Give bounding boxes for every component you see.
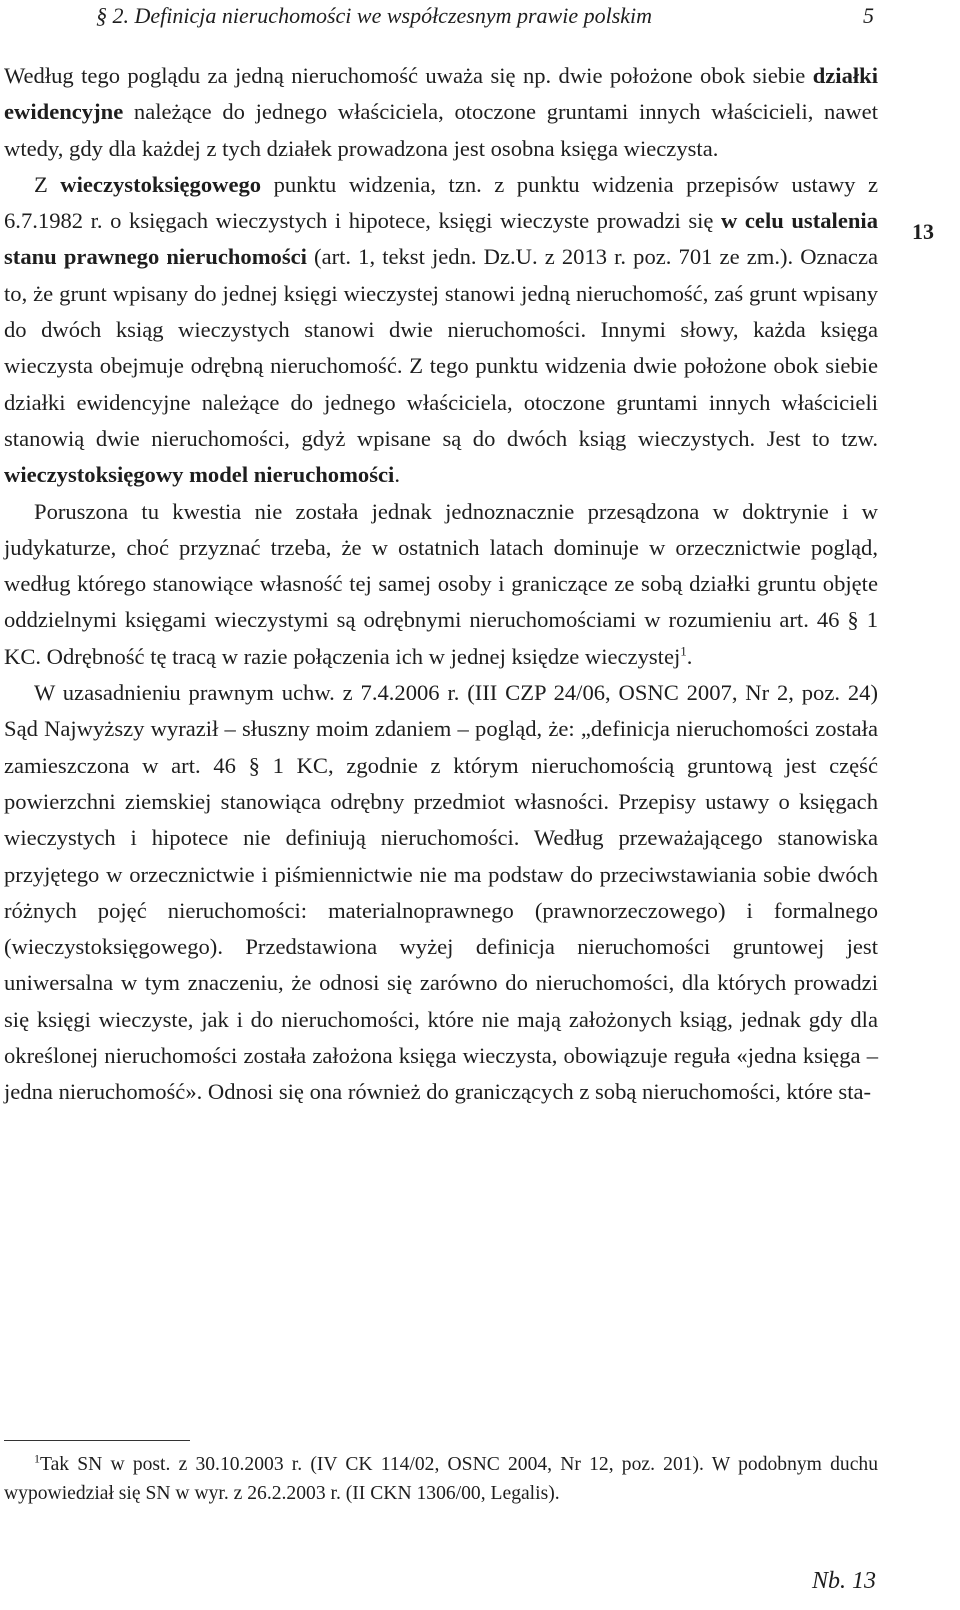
header-title: § 2. Definicja nieruchomości we współczesnym prawie polskim — [96, 3, 653, 28]
margin-number: 13 — [912, 219, 934, 244]
text-run: Poruszona tu kwestia nie została jednak jednoznacznie przesądzona w doktrynie i w judykaturze, choć przyznać trzeba, że w ostatnich latach dominuje w orzecznictwie pogląd, według którego stanowiące własność tej samej osoby i graniczące ze sobą działki gruntu objęte oddzielnymi księgami wieczystymi są odrębnymi nieruchomościami w rozumieniu art. 46 § 1 KC. Odrębność tę tracą w razie połączenia ich w jednej księdze wieczystej — [4, 498, 878, 669]
footnote-text: Tak SN w post. z 30.10.2003 r. (IV CK 114/02, OSNC 2004, Nr 12, poz. 201). W podobnym duchu wypowiedział się SN w wyr. z 26.2.2003 r. (II CKN 1306/00, Legalis). — [4, 1454, 878, 1504]
main-text — [4, 58, 878, 1111]
text-run: (art. 1, tekst jedn. Dz.U. z 2013 r. poz. 701 ze zm.). Oznacza to, że grunt wpisany do jednej księgi wieczystej stanowi jedną nieruchomość, zaś grunt wpisany do dwóch ksiąg wieczystych stanowi dwie nieruchomości. Innymi słowy, każda księga wieczysta obejmuje odrębną nieruchomość. Z tego punktu widzenia dwie położone obok siebie działki ewidencyjne należące do jednego właściciela, otoczone gruntami innych właścicieli stanowią dwie nieruchomości, gdyż wpisane są do dwóch ksiąg wieczystych. Jest to tzw. — [4, 244, 878, 451]
text-run: Z — [34, 171, 61, 197]
text-run: . — [686, 643, 693, 669]
running-header — [96, 2, 874, 30]
text-run: Według tego poglądu za jedną nieruchomość uważa się np. dwie położone obok siebie — [4, 63, 813, 88]
paragraph-3 — [4, 494, 878, 675]
text-run: punktu widzenia, tzn. z punktu widzenia przepisów ustawy z 6.7.1982 r. o księgach wieczystych i hipotece, księgi wieczyste prowadzi się — [4, 171, 878, 234]
paragraph-4: W uzasadnieniu prawnym uchw. z 7.4.2006 r. (III CZP 24/06, OSNC 2007, Nr 2, poz. 24) Sąd Najwyższy wyraził – słuszny moim zdaniem – pogląd, że: „definicja nieruchomości została zamieszczona w art. 46 § 1 KC, zgodnie z którym nieruchomością gruntową jest część powierzchni ziemskiej stanowiąca odrębny przedmiot własności. Przepisy ustawy o księgach wieczystych i hipotece nie definiują nieruchomości. Według przeważającego stanowiska przyjętego w orzecznictwie i piśmiennictwie nie ma podstaw do przeciwstawiania sobie dwóch różnych pojęć nieruchomości: materialnoprawnego (prawnorzeczowego) i formalnego (wieczystoksięgowego). Przedstawiona wyżej definicja nieruchomości gruntowej jest uniwersalna w tym znaczeniu, że odnosi się zarówno do nieruchomości, dla których prowadzi się księgi wieczyste, jak i do nieruchomości, które nie mają założonych ksiąg, jednak gdy dla określonej nieruchomości została założona księga wieczysta, obowiązuje reguła «jedna księga – jedna nieruchomość». Odnosi się ona również do graniczących z sobą nieruchomości, które sta- — [4, 680, 878, 1105]
bold-term: wieczystoksięgowego — [60, 171, 262, 197]
bold-term: w celu ustalenia stanu prawnego nieruchomości — [4, 208, 878, 270]
paragraph-2 — [4, 167, 878, 494]
marginal-reference: Nb. 13 — [811, 1568, 876, 1594]
text-run: . — [394, 462, 400, 488]
footnote-number: 1 — [34, 1451, 40, 1466]
footnote — [4, 1450, 878, 1508]
footnote-reference: 1 — [680, 643, 687, 659]
paragraph-1 — [4, 58, 878, 167]
footnote-divider — [4, 1440, 190, 1441]
header-page-number: 5 — [863, 3, 874, 28]
text-run: należące do jednego właściciela, otoczone gruntami innych właścicieli, nawet wtedy, gdy dla każdej z tych działek prowadzona jest osobna księga wieczysta. — [4, 99, 878, 161]
bold-term: działki ewidencyjne — [4, 63, 878, 125]
bold-term: wieczystoksięgowy model nieruchomości — [4, 462, 395, 488]
